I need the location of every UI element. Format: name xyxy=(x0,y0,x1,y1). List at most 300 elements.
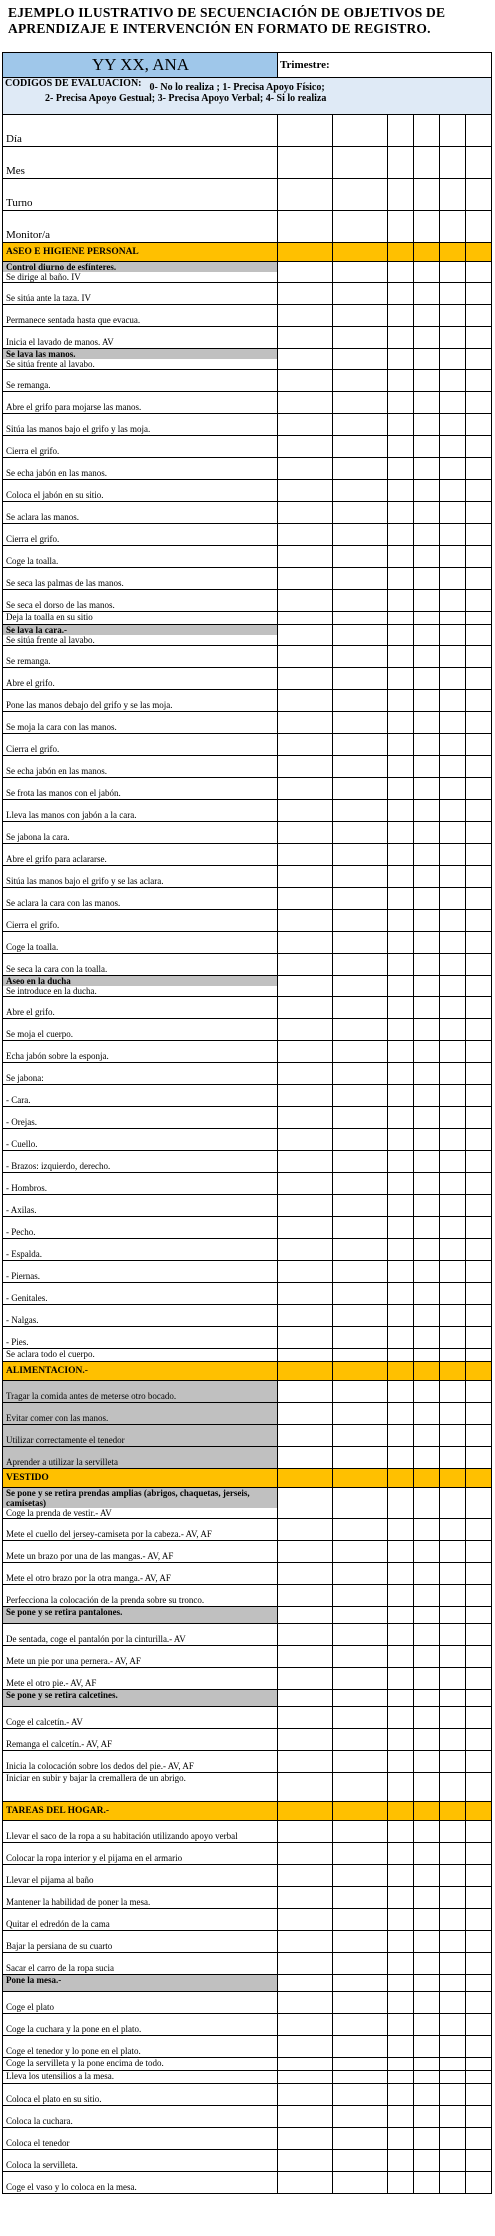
record-cell[interactable] xyxy=(278,1283,333,1305)
record-cell[interactable] xyxy=(333,1129,388,1151)
record-cell[interactable] xyxy=(278,370,333,392)
record-cell[interactable] xyxy=(414,1607,440,1624)
record-cell[interactable] xyxy=(466,211,492,243)
record-cell[interactable] xyxy=(440,1173,466,1195)
record-cell[interactable] xyxy=(440,414,466,436)
record-cell[interactable] xyxy=(466,115,492,147)
record-cell[interactable] xyxy=(388,646,414,668)
record-cell[interactable] xyxy=(466,2014,492,2036)
record-cell[interactable] xyxy=(278,932,333,954)
record-cell[interactable] xyxy=(278,1217,333,1239)
record-cell[interactable] xyxy=(440,612,466,625)
record-cell[interactable] xyxy=(278,690,333,712)
record-cell[interactable] xyxy=(466,1751,492,1773)
record-cell[interactable] xyxy=(333,458,388,480)
record-cell[interactable] xyxy=(278,1239,333,1261)
record-cell[interactable] xyxy=(278,1041,333,1063)
record-cell[interactable] xyxy=(278,756,333,778)
record-cell[interactable] xyxy=(414,932,440,954)
record-cell[interactable] xyxy=(414,612,440,625)
record-cell[interactable] xyxy=(278,590,333,612)
record-cell[interactable] xyxy=(333,1646,388,1668)
record-cell[interactable] xyxy=(333,866,388,888)
record-cell[interactable] xyxy=(440,115,466,147)
record-cell[interactable] xyxy=(333,2084,388,2106)
record-cell[interactable] xyxy=(414,997,440,1019)
record-cell[interactable] xyxy=(414,502,440,524)
record-cell[interactable] xyxy=(414,1887,440,1909)
record-cell[interactable] xyxy=(333,1063,388,1085)
record-cell[interactable] xyxy=(440,1931,466,1953)
record-cell[interactable] xyxy=(333,1085,388,1107)
record-cell[interactable] xyxy=(440,1217,466,1239)
record-cell[interactable] xyxy=(388,305,414,327)
record-cell[interactable] xyxy=(440,2036,466,2058)
record-cell[interactable] xyxy=(414,778,440,800)
record-cell[interactable] xyxy=(414,1173,440,1195)
record-cell[interactable] xyxy=(466,1607,492,1624)
record-cell[interactable] xyxy=(414,327,440,349)
record-cell[interactable] xyxy=(414,1327,440,1349)
record-cell[interactable] xyxy=(333,1488,388,1519)
record-cell[interactable] xyxy=(440,844,466,866)
record-cell[interactable] xyxy=(388,262,414,283)
record-cell[interactable] xyxy=(466,778,492,800)
record-cell[interactable] xyxy=(414,2084,440,2106)
record-cell[interactable] xyxy=(440,327,466,349)
record-cell[interactable] xyxy=(440,1729,466,1751)
record-cell[interactable] xyxy=(440,2071,466,2084)
record-cell[interactable] xyxy=(333,1283,388,1305)
record-cell[interactable] xyxy=(414,734,440,756)
record-cell[interactable] xyxy=(466,1843,492,1865)
record-cell[interactable] xyxy=(414,1063,440,1085)
record-cell[interactable] xyxy=(333,1624,388,1646)
record-cell[interactable] xyxy=(333,1992,388,2014)
record-cell[interactable] xyxy=(440,756,466,778)
record-cell[interactable] xyxy=(333,305,388,327)
record-cell[interactable] xyxy=(414,2128,440,2150)
record-cell[interactable] xyxy=(388,147,414,179)
record-cell[interactable] xyxy=(388,756,414,778)
record-cell[interactable] xyxy=(414,954,440,976)
record-cell[interactable] xyxy=(388,612,414,625)
record-cell[interactable] xyxy=(333,1107,388,1129)
record-cell[interactable] xyxy=(333,800,388,822)
record-cell[interactable] xyxy=(278,2172,333,2194)
record-cell[interactable] xyxy=(278,844,333,866)
record-cell[interactable] xyxy=(388,179,414,211)
record-cell[interactable] xyxy=(440,1403,466,1425)
record-cell[interactable] xyxy=(333,625,388,646)
record-cell[interactable] xyxy=(333,1953,388,1975)
record-cell[interactable] xyxy=(414,546,440,568)
record-cell[interactable] xyxy=(388,2058,414,2071)
record-cell[interactable] xyxy=(414,1447,440,1469)
record-cell[interactable] xyxy=(278,1403,333,1425)
record-cell[interactable] xyxy=(333,932,388,954)
record-cell[interactable] xyxy=(440,1425,466,1447)
record-cell[interactable] xyxy=(278,1129,333,1151)
record-cell[interactable] xyxy=(440,1887,466,1909)
record-cell[interactable] xyxy=(414,1707,440,1729)
record-cell[interactable] xyxy=(414,1541,440,1563)
record-cell[interactable] xyxy=(388,1305,414,1327)
record-cell[interactable] xyxy=(388,734,414,756)
record-cell[interactable] xyxy=(278,1707,333,1729)
record-cell[interactable] xyxy=(278,546,333,568)
record-cell[interactable] xyxy=(388,1488,414,1519)
record-cell[interactable] xyxy=(388,690,414,712)
record-cell[interactable] xyxy=(333,1195,388,1217)
record-cell[interactable] xyxy=(440,625,466,646)
record-cell[interactable] xyxy=(440,1992,466,2014)
record-cell[interactable] xyxy=(414,1865,440,1887)
record-cell[interactable] xyxy=(466,1151,492,1173)
record-cell[interactable] xyxy=(414,1403,440,1425)
record-cell[interactable] xyxy=(414,646,440,668)
record-cell[interactable] xyxy=(278,1107,333,1129)
record-cell[interactable] xyxy=(388,1646,414,1668)
record-cell[interactable] xyxy=(278,1909,333,1931)
record-cell[interactable] xyxy=(414,436,440,458)
record-cell[interactable] xyxy=(388,1519,414,1541)
record-cell[interactable] xyxy=(278,1607,333,1624)
record-cell[interactable] xyxy=(333,1690,388,1707)
record-cell[interactable] xyxy=(333,1607,388,1624)
record-cell[interactable] xyxy=(466,1217,492,1239)
record-cell[interactable] xyxy=(466,1381,492,1403)
record-cell[interactable] xyxy=(440,800,466,822)
record-cell[interactable] xyxy=(440,1773,466,1802)
record-cell[interactable] xyxy=(440,1447,466,1469)
record-cell[interactable] xyxy=(466,480,492,502)
record-cell[interactable] xyxy=(414,2014,440,2036)
record-cell[interactable] xyxy=(278,1447,333,1469)
record-cell[interactable] xyxy=(414,2071,440,2084)
record-cell[interactable] xyxy=(388,910,414,932)
record-cell[interactable] xyxy=(388,370,414,392)
record-cell[interactable] xyxy=(388,1821,414,1843)
record-cell[interactable] xyxy=(440,1261,466,1283)
record-cell[interactable] xyxy=(388,1865,414,1887)
record-cell[interactable] xyxy=(278,612,333,625)
record-cell[interactable] xyxy=(388,1773,414,1802)
record-cell[interactable] xyxy=(333,502,388,524)
record-cell[interactable] xyxy=(440,262,466,283)
record-cell[interactable] xyxy=(440,392,466,414)
record-cell[interactable] xyxy=(388,1063,414,1085)
record-cell[interactable] xyxy=(414,1563,440,1585)
record-cell[interactable] xyxy=(466,800,492,822)
record-cell[interactable] xyxy=(414,866,440,888)
record-cell[interactable] xyxy=(278,1887,333,1909)
record-cell[interactable] xyxy=(333,1909,388,1931)
record-cell[interactable] xyxy=(333,283,388,305)
record-cell[interactable] xyxy=(333,1729,388,1751)
record-cell[interactable] xyxy=(440,349,466,370)
record-cell[interactable] xyxy=(333,888,388,910)
record-cell[interactable] xyxy=(388,976,414,997)
record-cell[interactable] xyxy=(466,1425,492,1447)
record-cell[interactable] xyxy=(466,1992,492,2014)
record-cell[interactable] xyxy=(466,976,492,997)
record-cell[interactable] xyxy=(466,1261,492,1283)
record-cell[interactable] xyxy=(333,1519,388,1541)
record-cell[interactable] xyxy=(278,414,333,436)
record-cell[interactable] xyxy=(333,1751,388,1773)
record-cell[interactable] xyxy=(414,1085,440,1107)
record-cell[interactable] xyxy=(388,668,414,690)
record-cell[interactable] xyxy=(333,1381,388,1403)
record-cell[interactable] xyxy=(278,1019,333,1041)
record-cell[interactable] xyxy=(278,1975,333,1992)
record-cell[interactable] xyxy=(414,1107,440,1129)
record-cell[interactable] xyxy=(414,414,440,436)
record-cell[interactable] xyxy=(333,327,388,349)
record-cell[interactable] xyxy=(278,262,333,283)
record-cell[interactable] xyxy=(278,1646,333,1668)
record-cell[interactable] xyxy=(333,370,388,392)
record-cell[interactable] xyxy=(440,283,466,305)
record-cell[interactable] xyxy=(466,844,492,866)
record-cell[interactable] xyxy=(414,283,440,305)
record-cell[interactable] xyxy=(388,1151,414,1173)
record-cell[interactable] xyxy=(333,646,388,668)
record-cell[interactable] xyxy=(414,1909,440,1931)
record-cell[interactable] xyxy=(388,590,414,612)
record-cell[interactable] xyxy=(414,844,440,866)
record-cell[interactable] xyxy=(278,866,333,888)
record-cell[interactable] xyxy=(440,1707,466,1729)
record-cell[interactable] xyxy=(414,392,440,414)
record-cell[interactable] xyxy=(466,2036,492,2058)
record-cell[interactable] xyxy=(466,668,492,690)
record-cell[interactable] xyxy=(333,976,388,997)
record-cell[interactable] xyxy=(278,1305,333,1327)
record-cell[interactable] xyxy=(466,1349,492,1362)
record-cell[interactable] xyxy=(440,305,466,327)
record-cell[interactable] xyxy=(278,734,333,756)
record-cell[interactable] xyxy=(414,262,440,283)
record-cell[interactable] xyxy=(414,668,440,690)
record-cell[interactable] xyxy=(466,1975,492,1992)
record-cell[interactable] xyxy=(466,2071,492,2084)
record-cell[interactable] xyxy=(388,625,414,646)
record-cell[interactable] xyxy=(466,1821,492,1843)
record-cell[interactable] xyxy=(333,2150,388,2172)
record-cell[interactable] xyxy=(388,1843,414,1865)
record-cell[interactable] xyxy=(388,778,414,800)
record-cell[interactable] xyxy=(333,2058,388,2071)
record-cell[interactable] xyxy=(440,976,466,997)
record-cell[interactable] xyxy=(414,1425,440,1447)
record-cell[interactable] xyxy=(466,349,492,370)
record-cell[interactable] xyxy=(278,115,333,147)
record-cell[interactable] xyxy=(388,568,414,590)
record-cell[interactable] xyxy=(333,1707,388,1729)
record-cell[interactable] xyxy=(466,734,492,756)
record-cell[interactable] xyxy=(466,1488,492,1519)
record-cell[interactable] xyxy=(333,1773,388,1802)
record-cell[interactable] xyxy=(466,546,492,568)
record-cell[interactable] xyxy=(388,1327,414,1349)
record-cell[interactable] xyxy=(440,179,466,211)
record-cell[interactable] xyxy=(466,502,492,524)
record-cell[interactable] xyxy=(440,1519,466,1541)
record-cell[interactable] xyxy=(440,932,466,954)
record-cell[interactable] xyxy=(278,458,333,480)
record-cell[interactable] xyxy=(388,524,414,546)
record-cell[interactable] xyxy=(440,1129,466,1151)
record-cell[interactable] xyxy=(440,734,466,756)
record-cell[interactable] xyxy=(440,1751,466,1773)
record-cell[interactable] xyxy=(466,1729,492,1751)
record-cell[interactable] xyxy=(414,1773,440,1802)
record-cell[interactable] xyxy=(333,2106,388,2128)
record-cell[interactable] xyxy=(388,1751,414,1773)
record-cell[interactable] xyxy=(414,1381,440,1403)
record-cell[interactable] xyxy=(440,147,466,179)
record-cell[interactable] xyxy=(414,1975,440,1992)
record-cell[interactable] xyxy=(278,1843,333,1865)
record-cell[interactable] xyxy=(440,1283,466,1305)
record-cell[interactable] xyxy=(278,822,333,844)
record-cell[interactable] xyxy=(414,2058,440,2071)
record-cell[interactable] xyxy=(466,1085,492,1107)
record-cell[interactable] xyxy=(333,1447,388,1469)
record-cell[interactable] xyxy=(466,954,492,976)
record-cell[interactable] xyxy=(278,625,333,646)
record-cell[interactable] xyxy=(440,954,466,976)
record-cell[interactable] xyxy=(388,822,414,844)
record-cell[interactable] xyxy=(466,1563,492,1585)
record-cell[interactable] xyxy=(440,436,466,458)
record-cell[interactable] xyxy=(333,2014,388,2036)
record-cell[interactable] xyxy=(333,1173,388,1195)
record-cell[interactable] xyxy=(278,524,333,546)
record-cell[interactable] xyxy=(466,1909,492,1931)
record-cell[interactable] xyxy=(333,712,388,734)
record-cell[interactable] xyxy=(388,1349,414,1362)
record-cell[interactable] xyxy=(466,910,492,932)
record-cell[interactable] xyxy=(440,1488,466,1519)
record-cell[interactable] xyxy=(278,2036,333,2058)
record-cell[interactable] xyxy=(440,1865,466,1887)
record-cell[interactable] xyxy=(333,1041,388,1063)
record-cell[interactable] xyxy=(414,712,440,734)
record-cell[interactable] xyxy=(440,1909,466,1931)
record-cell[interactable] xyxy=(414,1019,440,1041)
record-cell[interactable] xyxy=(440,211,466,243)
record-cell[interactable] xyxy=(388,349,414,370)
record-cell[interactable] xyxy=(333,668,388,690)
record-cell[interactable] xyxy=(333,2071,388,2084)
record-cell[interactable] xyxy=(388,327,414,349)
record-cell[interactable] xyxy=(466,392,492,414)
record-cell[interactable] xyxy=(333,612,388,625)
record-cell[interactable] xyxy=(333,844,388,866)
record-cell[interactable] xyxy=(278,1381,333,1403)
record-cell[interactable] xyxy=(440,1151,466,1173)
record-cell[interactable] xyxy=(466,1283,492,1305)
record-cell[interactable] xyxy=(388,1953,414,1975)
record-cell[interactable] xyxy=(440,997,466,1019)
record-cell[interactable] xyxy=(414,1585,440,1607)
record-cell[interactable] xyxy=(278,2071,333,2084)
record-cell[interactable] xyxy=(388,1690,414,1707)
record-cell[interactable] xyxy=(414,1349,440,1362)
record-cell[interactable] xyxy=(388,392,414,414)
record-cell[interactable] xyxy=(333,480,388,502)
record-cell[interactable] xyxy=(278,2128,333,2150)
record-cell[interactable] xyxy=(278,1668,333,1690)
record-cell[interactable] xyxy=(333,392,388,414)
record-cell[interactable] xyxy=(466,590,492,612)
record-cell[interactable] xyxy=(414,590,440,612)
record-cell[interactable] xyxy=(388,1239,414,1261)
record-cell[interactable] xyxy=(333,2036,388,2058)
record-cell[interactable] xyxy=(278,1563,333,1585)
record-cell[interactable] xyxy=(333,1887,388,1909)
record-cell[interactable] xyxy=(333,147,388,179)
record-cell[interactable] xyxy=(388,1563,414,1585)
record-cell[interactable] xyxy=(414,115,440,147)
record-cell[interactable] xyxy=(440,690,466,712)
record-cell[interactable] xyxy=(414,910,440,932)
record-cell[interactable] xyxy=(388,888,414,910)
record-cell[interactable] xyxy=(278,1690,333,1707)
record-cell[interactable] xyxy=(440,568,466,590)
record-cell[interactable] xyxy=(388,954,414,976)
record-cell[interactable] xyxy=(440,1563,466,1585)
record-cell[interactable] xyxy=(388,1931,414,1953)
record-cell[interactable] xyxy=(388,2172,414,2194)
record-cell[interactable] xyxy=(388,2036,414,2058)
record-cell[interactable] xyxy=(440,2150,466,2172)
record-cell[interactable] xyxy=(414,1217,440,1239)
record-cell[interactable] xyxy=(388,1403,414,1425)
record-cell[interactable] xyxy=(414,1646,440,1668)
record-cell[interactable] xyxy=(414,458,440,480)
record-cell[interactable] xyxy=(466,932,492,954)
record-cell[interactable] xyxy=(466,1305,492,1327)
record-cell[interactable] xyxy=(466,2128,492,2150)
record-cell[interactable] xyxy=(414,1195,440,1217)
record-cell[interactable] xyxy=(440,2084,466,2106)
record-cell[interactable] xyxy=(278,2084,333,2106)
record-cell[interactable] xyxy=(440,1041,466,1063)
record-cell[interactable] xyxy=(278,668,333,690)
record-cell[interactable] xyxy=(414,1843,440,1865)
record-cell[interactable] xyxy=(388,2014,414,2036)
record-cell[interactable] xyxy=(414,1668,440,1690)
record-cell[interactable] xyxy=(414,1624,440,1646)
record-cell[interactable] xyxy=(333,414,388,436)
record-cell[interactable] xyxy=(388,1261,414,1283)
record-cell[interactable] xyxy=(388,480,414,502)
record-cell[interactable] xyxy=(466,370,492,392)
record-cell[interactable] xyxy=(440,866,466,888)
record-cell[interactable] xyxy=(333,2172,388,2194)
record-cell[interactable] xyxy=(466,458,492,480)
record-cell[interactable] xyxy=(278,436,333,458)
record-cell[interactable] xyxy=(466,2106,492,2128)
record-cell[interactable] xyxy=(333,262,388,283)
record-cell[interactable] xyxy=(440,1327,466,1349)
record-cell[interactable] xyxy=(388,1707,414,1729)
record-cell[interactable] xyxy=(440,778,466,800)
